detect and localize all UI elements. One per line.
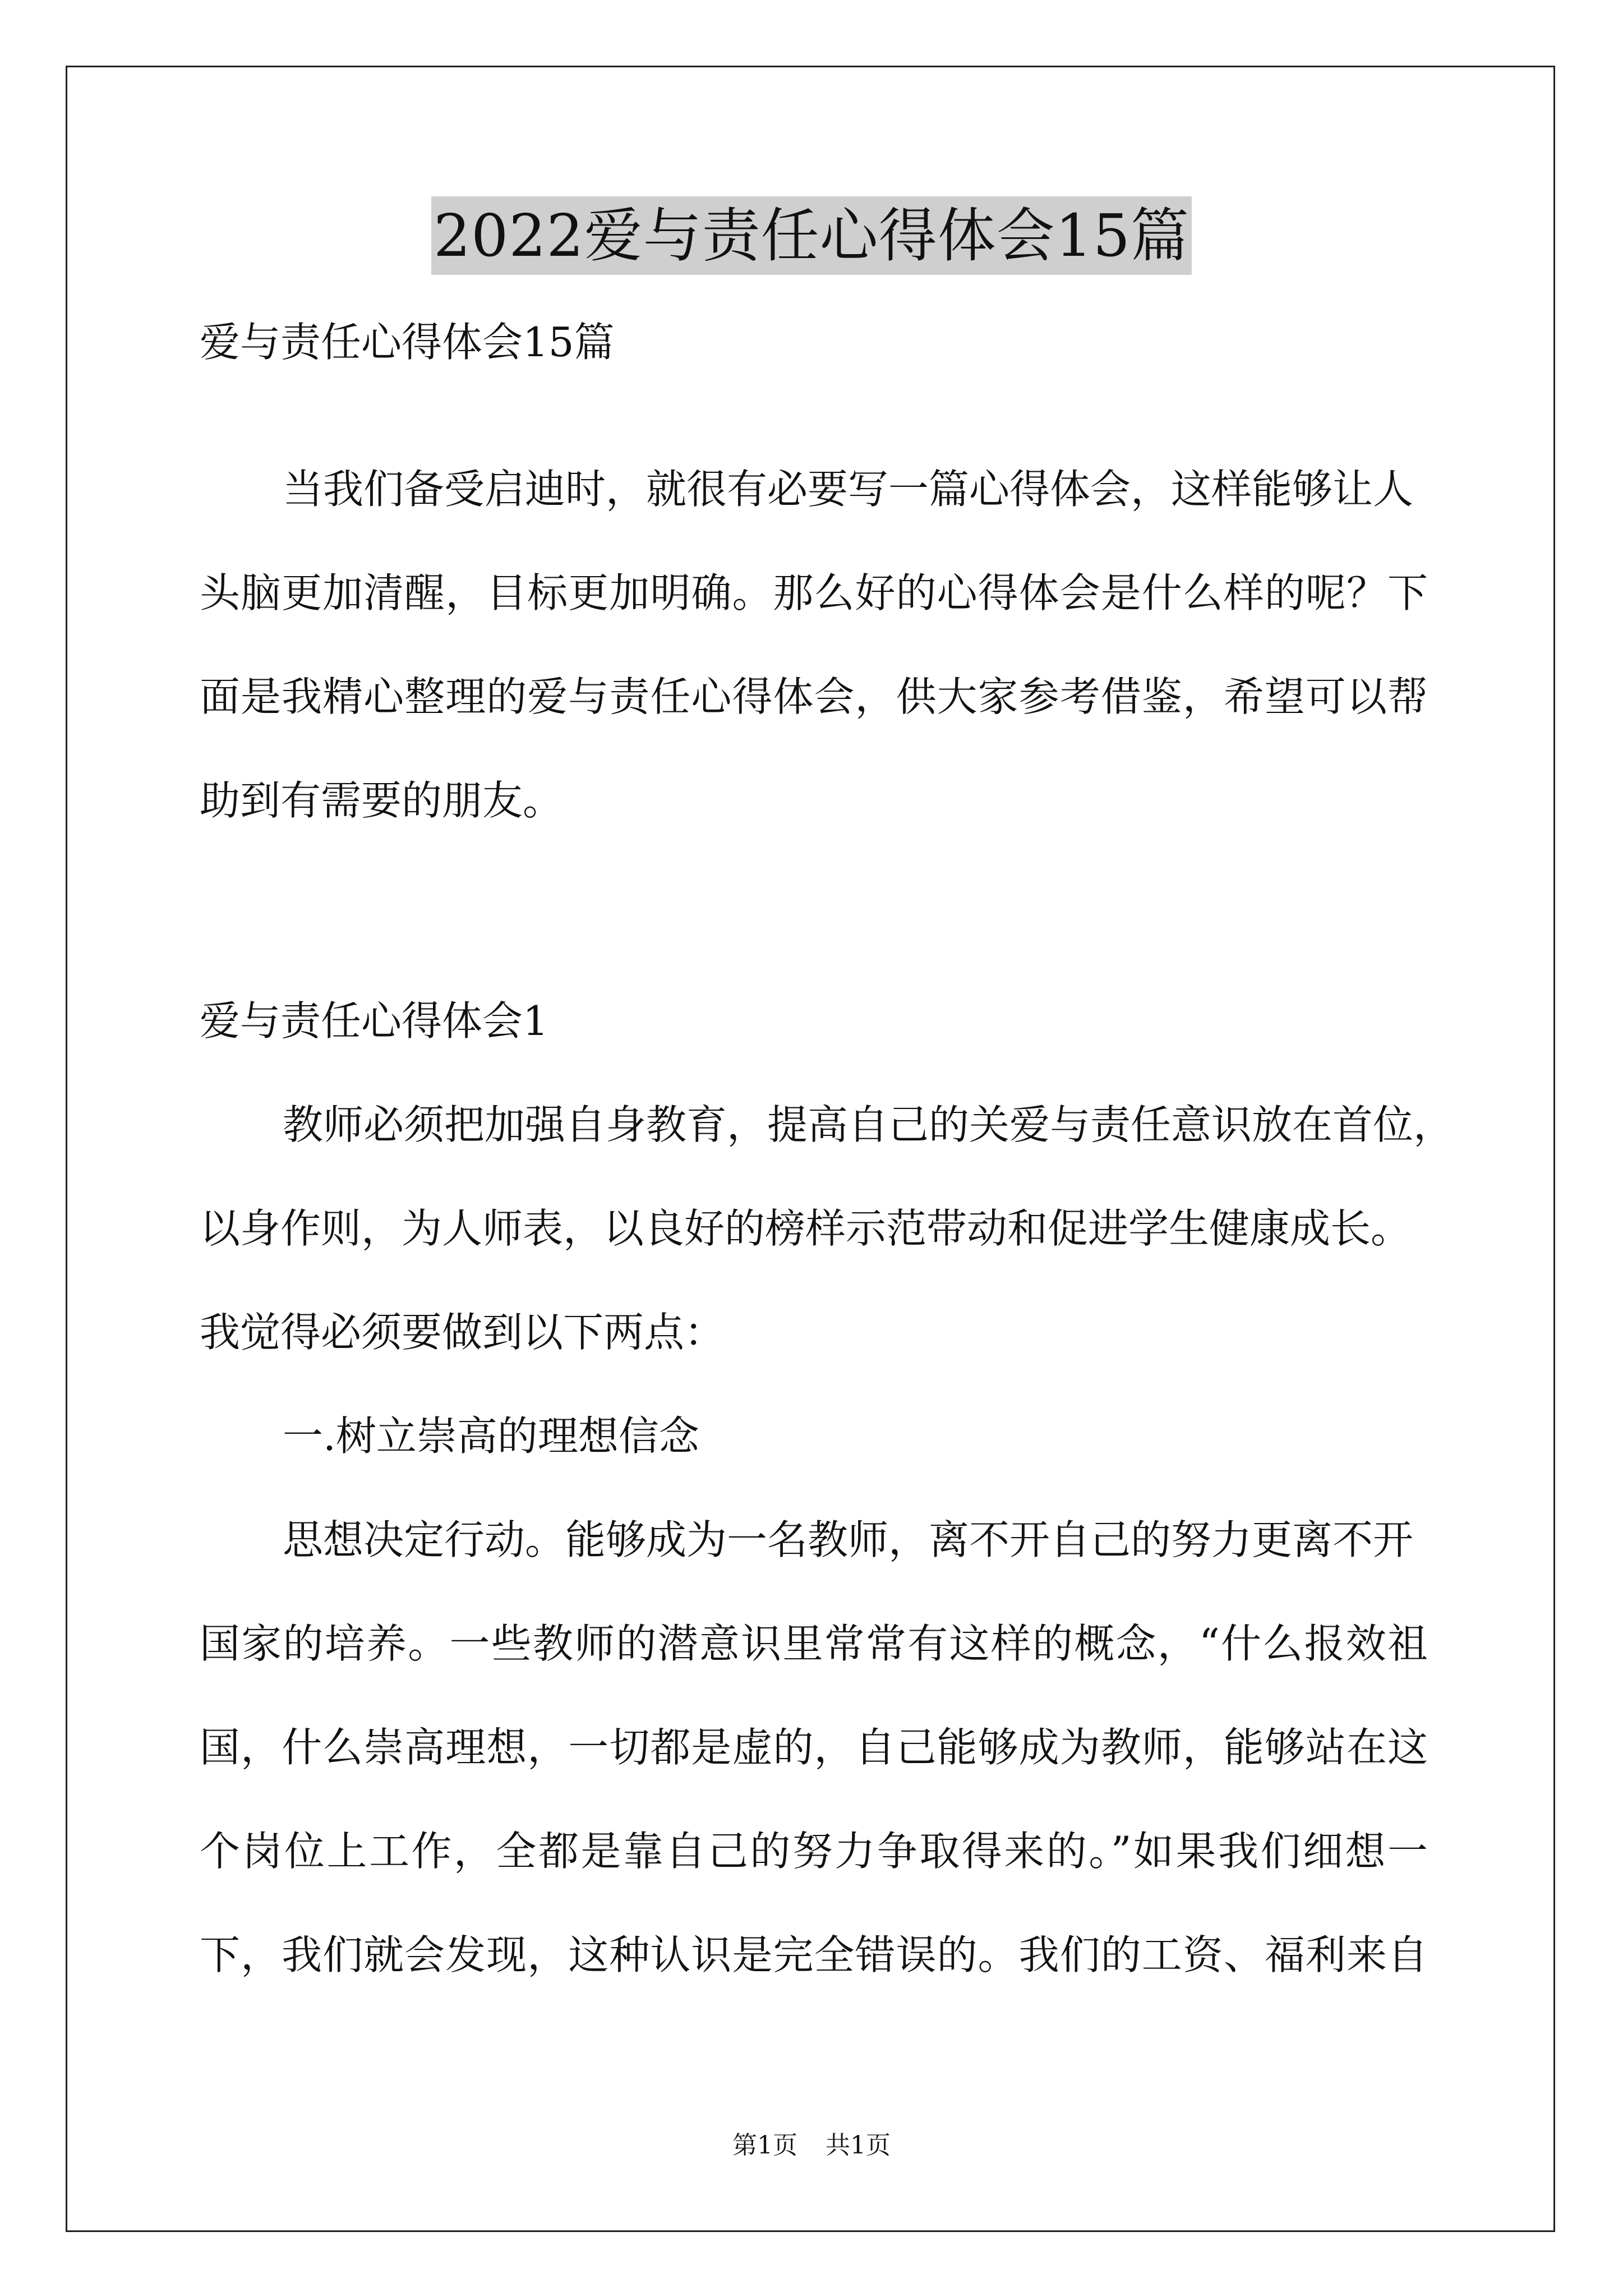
- subheading: 一.树立崇高的理想信念: [283, 1412, 699, 1460]
- paragraph-line: 下，我们就会发现，这种认识是完全错误的。我们的工资、福利来自: [200, 1931, 1428, 1978]
- paragraph-line: 以身作则，为人师表，以良好的榜样示范带动和促进学生健康成长。: [200, 1205, 1412, 1252]
- paragraph-line: 个岗位上工作，全都是靠自己的努力争取得来的。”如果我们细想一: [200, 1828, 1428, 1875]
- paragraph-line: 当我们备受启迪时，就很有必要写一篇心得体会，这样能够让人: [283, 466, 1414, 513]
- document-title: 2022爱与责任心得体会15篇: [431, 196, 1192, 275]
- page-footer: [0, 2129, 1623, 2162]
- paragraph-line: 思想决定行动。能够成为一名教师，离不开自己的努力更离不开: [283, 1516, 1414, 1563]
- page-number-current: 第1页: [732, 2131, 797, 2160]
- paragraph-line: 国，什么崇高理想，一切都是虚的，自己能够成为教师，能够站在这: [200, 1724, 1428, 1771]
- paragraph-line: 助到有需要的朋友。: [200, 777, 564, 824]
- section-heading-1: 爱与责任心得体会1: [200, 997, 548, 1045]
- paragraph-line: 教师必须把加强自身教育，提高自己的关爱与责任意识放在首位，: [283, 1101, 1454, 1148]
- page-number-total: 共1页: [826, 2131, 891, 2160]
- section-heading-intro: 爱与责任心得体会15篇: [200, 319, 615, 366]
- paragraph-line: 头脑更加清醒，目标更加明确。那么好的心得体会是什么样的呢？下: [200, 569, 1428, 616]
- paragraph-line: 我觉得必须要做到以下两点：: [200, 1309, 725, 1356]
- paragraph-line: 面是我精心整理的爱与责任心得体会，供大家参考借鉴，希望可以帮: [200, 673, 1428, 720]
- title-container: [0, 196, 1623, 275]
- paragraph-line: 国家的培养。一些教师的潜意识里常常有这样的概念，“什么报效祖: [200, 1620, 1428, 1667]
